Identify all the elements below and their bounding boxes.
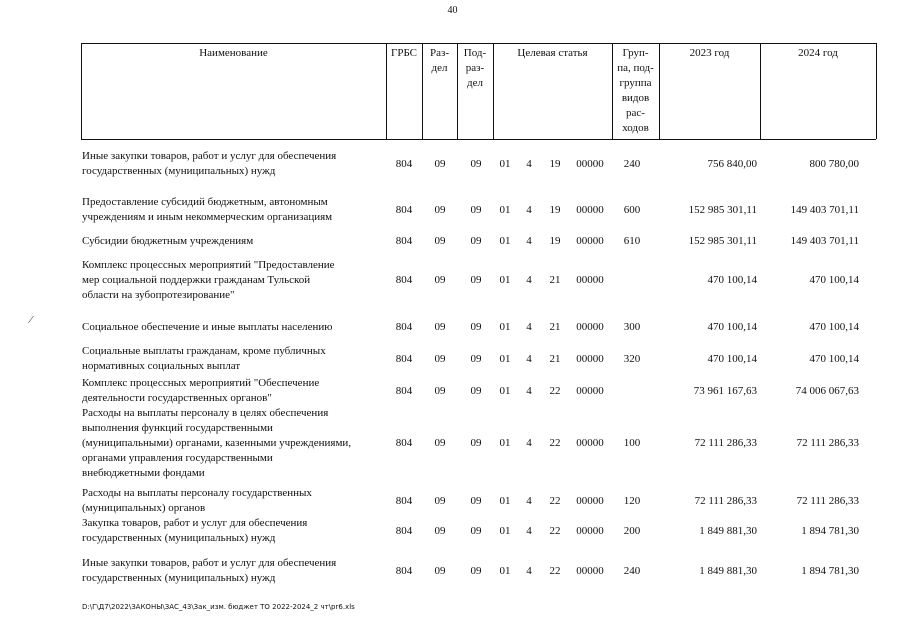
row-name — [82, 320, 382, 335]
header-podrazdel: Под- раз- дел — [463, 47, 487, 89]
header-expense-group: Груп- па, под- группа видов рас- ходов — [617, 47, 654, 134]
header-grbs: ГРБС — [390, 47, 418, 59]
cell-podrazdel: 09 — [470, 235, 482, 247]
row-name-line: деятельности государственных органов" — [82, 392, 272, 404]
row-name-line: выполнения функций государственными — [82, 422, 273, 434]
cell-grbs: 804 — [395, 525, 413, 537]
cell-podrazdel: 09 — [470, 321, 482, 333]
row-name-line: государственных (муниципальных) нужд — [82, 165, 276, 177]
cell-y2024: 72 111 286,33 — [796, 437, 859, 449]
cell-y2023: 756 840,00 — [707, 158, 757, 170]
cell-vid: 600 — [623, 204, 641, 216]
cell-y2023: 73 961 167,63 — [693, 385, 757, 397]
cell-t2: 4 — [526, 437, 532, 449]
row-name-line: Социальные выплаты гражданам, кроме публичных — [82, 345, 326, 357]
cell-razdel: 09 — [434, 437, 446, 449]
cell-vid: 320 — [623, 353, 641, 365]
cell-vid: 120 — [623, 495, 641, 507]
cell-t1: 01 — [499, 321, 511, 333]
cell-t2: 4 — [526, 235, 532, 247]
row-name-line: Иные закупки товаров, работ и услуг для обеспечения — [82, 557, 337, 569]
cell-podrazdel: 09 — [470, 353, 482, 365]
cell-podrazdel: 09 — [470, 385, 482, 397]
header-razdel: Раз- дел — [429, 47, 449, 74]
cell-vid: 200 — [623, 525, 641, 537]
cell-t3: 21 — [549, 274, 561, 286]
cell-t2: 4 — [526, 495, 532, 507]
cell-y2024: 72 111 286,33 — [796, 495, 859, 507]
row-name — [82, 516, 382, 546]
cell-y2024: 74 006 067,63 — [795, 385, 859, 397]
cell-y2023: 470 100,14 — [707, 353, 757, 365]
cell-grbs: 804 — [395, 565, 413, 577]
cell-t3: 19 — [549, 204, 561, 216]
cell-razdel: 09 — [434, 565, 446, 577]
row-name-line: учреждениям и иным некоммерческим организациям — [82, 211, 333, 223]
cell-podrazdel: 09 — [470, 525, 482, 537]
cell-y2023: 72 111 286,33 — [694, 437, 757, 449]
cell-t1: 01 — [499, 385, 511, 397]
cell-t4: 00000 — [576, 274, 604, 286]
cell-t1: 01 — [499, 437, 511, 449]
row-name — [82, 234, 382, 249]
cell-t2: 4 — [526, 158, 532, 170]
cell-y2024: 149 403 701,11 — [790, 235, 859, 247]
cell-t2: 4 — [526, 525, 532, 537]
header-2023: 2023 год — [689, 47, 730, 59]
cell-vid: 240 — [623, 158, 641, 170]
row-name-line: Предоставление субсидий бюджетным, автономным — [82, 196, 328, 208]
cell-razdel: 09 — [434, 525, 446, 537]
row-name-line: Социальное обеспечение и иные выплаты населению — [82, 321, 333, 333]
row-name-line: Расходы на выплаты персоналу государственных — [82, 487, 312, 499]
row-name — [82, 258, 382, 303]
row-name-line: внебюджетными фондами — [82, 467, 205, 479]
cell-t1: 01 — [499, 495, 511, 507]
cell-t1: 01 — [499, 525, 511, 537]
margin-mark: ⁄ — [30, 314, 32, 326]
cell-y2024: 470 100,14 — [809, 321, 859, 333]
cell-t1: 01 — [499, 158, 511, 170]
cell-razdel: 09 — [434, 353, 446, 365]
cell-vid: 610 — [623, 235, 641, 247]
cell-y2023: 152 985 301,11 — [688, 204, 757, 216]
row-name — [82, 556, 382, 586]
cell-t3: 22 — [549, 385, 561, 397]
row-name-line: государственных (муниципальных) нужд — [82, 532, 276, 544]
row-name-line: Расходы на выплаты персоналу в целях обеспечения — [82, 407, 329, 419]
row-name-line: (муниципальных) органов — [82, 502, 206, 514]
cell-y2024: 470 100,14 — [809, 353, 859, 365]
cell-y2023: 1 849 881,30 — [699, 525, 757, 537]
cell-y2023: 152 985 301,11 — [688, 235, 757, 247]
cell-t3: 22 — [549, 437, 561, 449]
cell-t4: 00000 — [576, 353, 604, 365]
cell-y2024: 800 780,00 — [809, 158, 859, 170]
row-name-line: Закупка товаров, работ и услуг для обеспечения — [82, 517, 308, 529]
row-name-line: государственных (муниципальных) нужд — [82, 572, 276, 584]
cell-y2024: 149 403 701,11 — [790, 204, 859, 216]
cell-podrazdel: 09 — [470, 437, 482, 449]
cell-vid: 240 — [623, 565, 641, 577]
row-name — [82, 406, 382, 481]
cell-t1: 01 — [499, 353, 511, 365]
row-name-line: Субсидии бюджетным учреждениям — [82, 235, 254, 247]
row-name-line: мер социальной поддержки гражданам Тульской — [82, 274, 311, 286]
cell-grbs: 804 — [395, 353, 413, 365]
cell-grbs: 804 — [395, 495, 413, 507]
header-bottom-border — [81, 139, 876, 140]
cell-t1: 01 — [499, 204, 511, 216]
cell-razdel: 09 — [434, 158, 446, 170]
cell-y2023: 72 111 286,33 — [694, 495, 757, 507]
row-name-line: нормативных социальных выплат — [82, 360, 241, 372]
cell-t4: 00000 — [576, 235, 604, 247]
cell-t3: 19 — [549, 158, 561, 170]
cell-t3: 22 — [549, 495, 561, 507]
row-name-line: Комплекс процессных мероприятий "Обеспечение — [82, 377, 320, 389]
cell-podrazdel: 09 — [470, 204, 482, 216]
cell-t2: 4 — [526, 565, 532, 577]
cell-t1: 01 — [499, 235, 511, 247]
cell-grbs: 804 — [395, 385, 413, 397]
cell-t1: 01 — [499, 565, 511, 577]
row-name — [82, 376, 382, 406]
header-target-article: Целевая статья — [517, 47, 588, 59]
cell-y2024: 1 894 781,30 — [801, 565, 859, 577]
cell-razdel: 09 — [434, 321, 446, 333]
row-name — [82, 486, 382, 516]
cell-razdel: 09 — [434, 235, 446, 247]
header-name: Наименование — [199, 47, 268, 59]
cell-t4: 00000 — [576, 158, 604, 170]
row-name — [82, 149, 382, 179]
cell-y2023: 470 100,14 — [707, 274, 757, 286]
cell-razdel: 09 — [434, 204, 446, 216]
cell-t3: 19 — [549, 235, 561, 247]
cell-t2: 4 — [526, 204, 532, 216]
header-2024: 2024 год — [798, 47, 838, 59]
cell-podrazdel: 09 — [470, 565, 482, 577]
cell-t4: 00000 — [576, 385, 604, 397]
cell-y2023: 470 100,14 — [707, 321, 757, 333]
col-divider — [876, 43, 877, 139]
cell-t2: 4 — [526, 385, 532, 397]
cell-t4: 00000 — [576, 437, 604, 449]
row-name-line: органами управления государственными — [82, 452, 273, 464]
cell-t2: 4 — [526, 321, 532, 333]
cell-grbs: 804 — [395, 235, 413, 247]
cell-y2024: 1 894 781,30 — [801, 525, 859, 537]
row-name — [82, 195, 382, 225]
cell-podrazdel: 09 — [470, 158, 482, 170]
cell-grbs: 804 — [395, 321, 413, 333]
header-top-border — [81, 43, 876, 44]
cell-t4: 00000 — [576, 525, 604, 537]
cell-vid: 300 — [623, 321, 641, 333]
cell-grbs: 804 — [395, 437, 413, 449]
row-name-line: (муниципальными) органами, казенными учреждениями, — [82, 437, 352, 449]
cell-grbs: 804 — [395, 158, 413, 170]
cell-podrazdel: 09 — [470, 495, 482, 507]
cell-y2024: 470 100,14 — [809, 274, 859, 286]
cell-razdel: 09 — [434, 274, 446, 286]
cell-vid: 100 — [623, 437, 641, 449]
cell-t3: 22 — [549, 565, 561, 577]
cell-t3: 21 — [549, 353, 561, 365]
cell-t2: 4 — [526, 274, 532, 286]
file-path-footer: D:\Г\Д7\2022\ЗАКОНЫ\ЗАС_43\Зак_изм. бюджет ТО 2022-2024_2 чт\pr6.xls — [82, 603, 355, 611]
cell-t3: 22 — [549, 525, 561, 537]
cell-podrazdel: 09 — [470, 274, 482, 286]
cell-razdel: 09 — [434, 495, 446, 507]
cell-t4: 00000 — [576, 495, 604, 507]
cell-t4: 00000 — [576, 204, 604, 216]
cell-t1: 01 — [499, 274, 511, 286]
row-name-line: Иные закупки товаров, работ и услуг для обеспечения — [82, 150, 337, 162]
cell-t3: 21 — [549, 321, 561, 333]
row-name-line: области на зубопротезирование" — [82, 289, 235, 301]
row-name — [82, 344, 382, 374]
cell-t4: 00000 — [576, 321, 604, 333]
row-name-line: Комплекс процессных мероприятий "Предоставление — [82, 259, 335, 271]
cell-grbs: 804 — [395, 204, 413, 216]
cell-y2023: 1 849 881,30 — [699, 565, 757, 577]
cell-t2: 4 — [526, 353, 532, 365]
cell-t4: 00000 — [576, 565, 604, 577]
cell-grbs: 804 — [395, 274, 413, 286]
page-number: 40 — [447, 5, 458, 16]
cell-razdel: 09 — [434, 385, 446, 397]
